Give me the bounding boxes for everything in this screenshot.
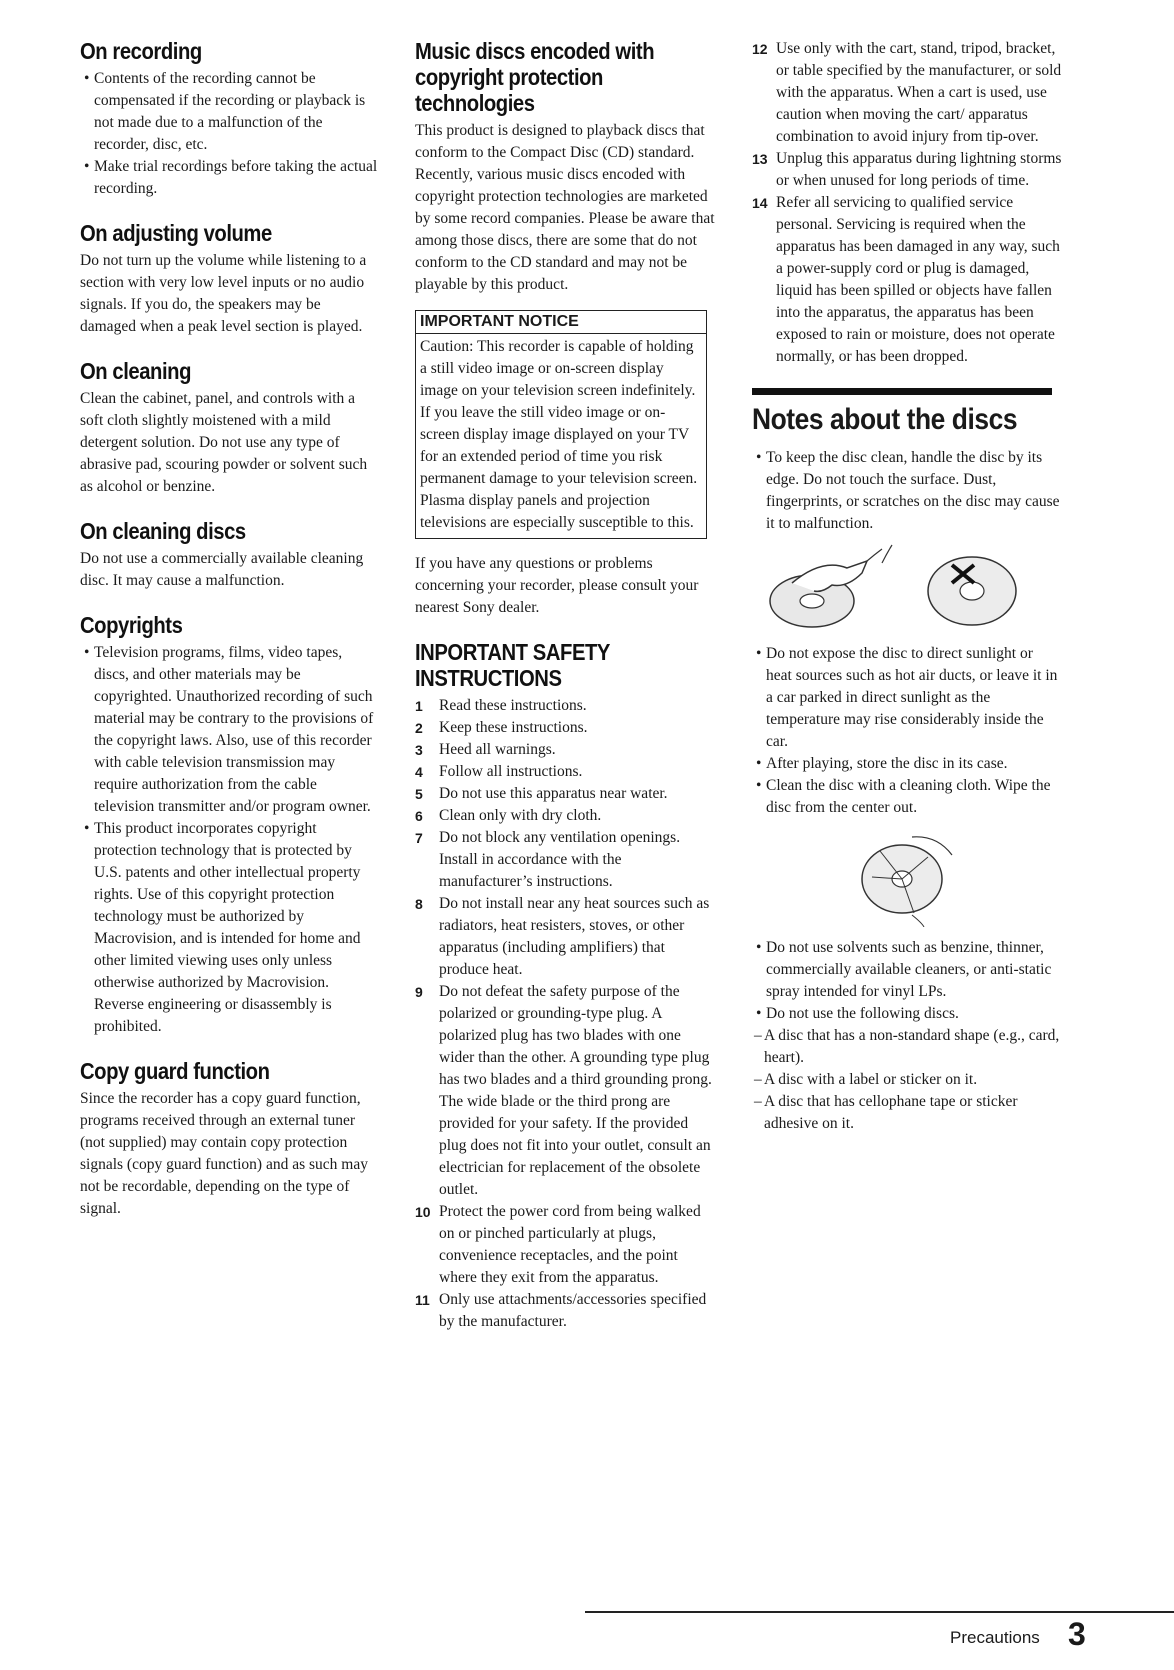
list-item: • Do not use the following discs. bbox=[752, 1003, 1062, 1025]
volume-text: Do not turn up the volume while listening to a section with very low level inputs or no audio signals. If you do, the speakers may be damaged when a peak level section is played. bbox=[80, 252, 367, 335]
important-notice-box bbox=[415, 310, 707, 539]
item-text: Refer all servicing to qualified service personal. Servicing is required when the apparatus has been damaged in any way, such a power-supply cord or plug is damaged, liquid has been spilled or objects have fallen into the apparatus, the apparatus has been exposed to rain or moisture, does not operate normally, or has been dropped. bbox=[776, 194, 1060, 365]
heading-music-discs: Music discs encoded with copyright protection technologies bbox=[415, 38, 655, 116]
discs-list-1 bbox=[752, 447, 1062, 535]
section-on-adjusting-volume bbox=[80, 220, 380, 338]
safety-list-continued bbox=[752, 38, 1062, 368]
item-number: 10 bbox=[415, 1204, 431, 1220]
item-number: 1 bbox=[415, 698, 423, 714]
list-item: – A disc that has a non-standard shape (e.g., card, heart). bbox=[752, 1025, 1062, 1069]
heading-copy-guard-function: Copy guard function bbox=[80, 1058, 270, 1084]
section-copyrights bbox=[80, 612, 380, 1038]
list-item bbox=[415, 1289, 715, 1333]
heading-on-recording: On recording bbox=[80, 38, 202, 64]
list-item bbox=[752, 192, 1062, 368]
item-text: Use only with the cart, stand, tripod, bracket, or table specified by the manufacturer, or sold with the apparatus. When a cart is used, use caution when moving the cart/ apparatus combination to avoid injury from tip-over. bbox=[776, 40, 1062, 145]
list-item bbox=[415, 827, 715, 893]
disc-wiping-illustration bbox=[752, 827, 1052, 927]
item-number: 14 bbox=[752, 195, 768, 211]
section-music-discs bbox=[415, 38, 715, 296]
list-item: • This product incorporates copyright protection technology that is protected by U.S. patents and other intellectual property rights. Use of this copyright protection technology must be authorized by Macrovision, and is intended for home and other limited viewing uses only unless otherwise authorized by Macrovision. Reverse engineering or disassembly is prohibited. bbox=[80, 818, 380, 1038]
item-text: Follow all instructions. bbox=[439, 763, 583, 780]
item-text: Heed all warnings. bbox=[439, 741, 556, 758]
list-item: • Clean the disc with a cleaning cloth. Wipe the disc from the center out. bbox=[752, 775, 1062, 819]
safety-list bbox=[415, 695, 715, 1333]
list-item: • To keep the disc clean, handle the disc by its edge. Do not touch the surface. Dust, fingerprints, or scratches on the disc may cause it to malfunction. bbox=[752, 447, 1062, 535]
wrong-handling-disc-icon bbox=[928, 557, 1016, 625]
item-text: Do not block any ventilation openings. Install in accordance with the manufacturer’s instructions. bbox=[439, 829, 681, 890]
copy-guard-text: Since the recorder has a copy guard function, programs received through an external tuner (not supplied) may contain copy protection signals (copy guard function) and as such may not be recordable, depending on the type of signal. bbox=[80, 1090, 368, 1217]
list-item bbox=[752, 148, 1062, 192]
list-item bbox=[415, 695, 715, 717]
list-item: – A disc with a label or sticker on it. bbox=[752, 1069, 1062, 1091]
recording-list bbox=[80, 68, 380, 200]
heading-on-adjusting-volume: On adjusting volume bbox=[80, 220, 272, 246]
item-text: Read these instructions. bbox=[439, 697, 587, 714]
heading-copyrights: Copyrights bbox=[80, 612, 183, 638]
item-text: Only use attachments/accessories specified by the manufacturer. bbox=[439, 1291, 707, 1330]
item-number: 4 bbox=[415, 764, 423, 780]
cleaning-discs-text: Do not use a commercially available cleaning disc. It may cause a malfunction. bbox=[80, 550, 364, 589]
disc-handling-illustration bbox=[752, 543, 1052, 633]
list-item: • After playing, store the disc in its case. bbox=[752, 753, 1062, 775]
list-item: • Make trial recordings before taking the actual recording. bbox=[80, 156, 380, 200]
list-item bbox=[415, 805, 715, 827]
list-item bbox=[415, 893, 715, 981]
item-number: 7 bbox=[415, 830, 423, 846]
discs-dash-list bbox=[752, 1025, 1062, 1135]
list-item bbox=[415, 739, 715, 761]
column-right bbox=[752, 38, 1062, 1135]
item-text: Do not defeat the safety purpose of the polarized or grounding-type plug. A polarized plug has two blades with one wider than the other. A grounding type plug has two blades and a third grounding prong. The wide blade or the third prong are provided for your safety. If the provided plug does not fit into your outlet, consult an electrician for replacement of the obsolete outlet. bbox=[439, 983, 712, 1198]
list-item bbox=[415, 783, 715, 805]
item-number: 5 bbox=[415, 786, 423, 802]
section-divider bbox=[752, 388, 1052, 395]
disc-wipe-icon bbox=[862, 837, 952, 927]
footer-section-label: Precautions bbox=[950, 1628, 1040, 1647]
notice-title: IMPORTANT NOTICE bbox=[416, 311, 706, 334]
item-number: 12 bbox=[752, 41, 768, 57]
item-text: Do not install near any heat sources such as radiators, heat resisters, stoves, or other apparatus (including amplifiers) that produce heat. bbox=[439, 895, 710, 978]
list-item bbox=[415, 981, 715, 1201]
discs-list-2 bbox=[752, 643, 1062, 819]
column-middle bbox=[415, 38, 715, 1353]
column-left bbox=[80, 38, 380, 1240]
copyrights-list bbox=[80, 642, 380, 1038]
list-item bbox=[415, 761, 715, 783]
item-number: 2 bbox=[415, 720, 423, 736]
item-number: 3 bbox=[415, 742, 423, 758]
section-safety-instructions bbox=[415, 639, 715, 1333]
notice-text: Caution: This recorder is capable of holding a still video image or on-screen display image on your television screen indefinitely. If you leave the still video image or on-screen display image displayed on your TV for an extended period of time you risk permanent damage to your television screen. Plasma display panels and projection televisions are especially susceptible to this. bbox=[420, 338, 698, 531]
list-item: • Television programs, films, video tapes, discs, and other materials may be copyrighted. Unauthorized recording of such material may be contrary to the provisions of the copyright laws. Also, use of this recorder with cable television transmission may require authorization from the cable television transmitter and/or program owner. bbox=[80, 642, 380, 818]
list-item: • Contents of the recording cannot be compensated if the recording or playback is not made due to a malfunction of the recorder, disc, etc. bbox=[80, 68, 380, 156]
item-number: 11 bbox=[415, 1292, 430, 1308]
section-on-recording bbox=[80, 38, 380, 200]
discs-list-3 bbox=[752, 937, 1062, 1025]
item-text: Protect the power cord from being walked on or pinched particularly at plugs, convenience receptacles, and the point where they exit from the apparatus. bbox=[439, 1203, 701, 1286]
list-item bbox=[752, 38, 1062, 148]
page-number: 3 bbox=[1068, 1616, 1086, 1652]
heading-notes-about-discs: Notes about the discs bbox=[752, 403, 1018, 436]
item-number: 6 bbox=[415, 808, 423, 824]
heading-on-cleaning-discs: On cleaning discs bbox=[80, 518, 246, 544]
cleaning-text: Clean the cabinet, panel, and controls with a soft cloth slightly moistened with a mild detergent solution. Do not use any type of abrasive pad, scouring powder or solvent such as alcohol or benzine. bbox=[80, 390, 368, 495]
footer-rule bbox=[585, 1611, 1174, 1613]
item-text: Clean only with dry cloth. bbox=[439, 807, 602, 824]
list-item bbox=[415, 717, 715, 739]
list-item bbox=[415, 1201, 715, 1289]
heading-on-cleaning: On cleaning bbox=[80, 358, 192, 384]
item-number: 8 bbox=[415, 896, 423, 912]
item-number: 13 bbox=[752, 151, 768, 167]
section-on-cleaning bbox=[80, 358, 380, 498]
heading-safety-instructions: INPORTANT SAFETY INSTRUCTIONS bbox=[415, 639, 610, 691]
hand-holding-disc-icon bbox=[770, 545, 892, 627]
music-text-2: Recently, various music discs encoded with copyright protection technologies are marketed by some record companies. Please be aware that among those discs, there are some that do not conform to the CD standard and may not be playable by this product. bbox=[415, 166, 715, 293]
section-copy-guard-function bbox=[80, 1058, 380, 1220]
music-text-1: This product is designed to playback discs that conform to the Compact Disc (CD) standard. bbox=[415, 122, 705, 161]
section-on-cleaning-discs bbox=[80, 518, 380, 592]
list-item: • Do not expose the disc to direct sunlight or heat sources such as hot air ducts, or leave it in a car parked in direct sunlight as the temperature may rise considerably inside the car. bbox=[752, 643, 1062, 753]
section-questions bbox=[415, 553, 715, 619]
list-item: – A disc that has cellophane tape or sticker adhesive on it. bbox=[752, 1091, 1062, 1135]
item-number: 9 bbox=[415, 984, 423, 1000]
item-text: Do not use this apparatus near water. bbox=[439, 785, 668, 802]
list-item: • Do not use solvents such as benzine, thinner, commercially available cleaners, or anti-static spray intended for vinyl LPs. bbox=[752, 937, 1062, 1003]
questions-text: If you have any questions or problems concerning your recorder, please consult your nearest Sony dealer. bbox=[415, 555, 699, 616]
item-text: Unplug this apparatus during lightning storms or when unused for long periods of time. bbox=[776, 150, 1062, 189]
item-text: Keep these instructions. bbox=[439, 719, 588, 736]
